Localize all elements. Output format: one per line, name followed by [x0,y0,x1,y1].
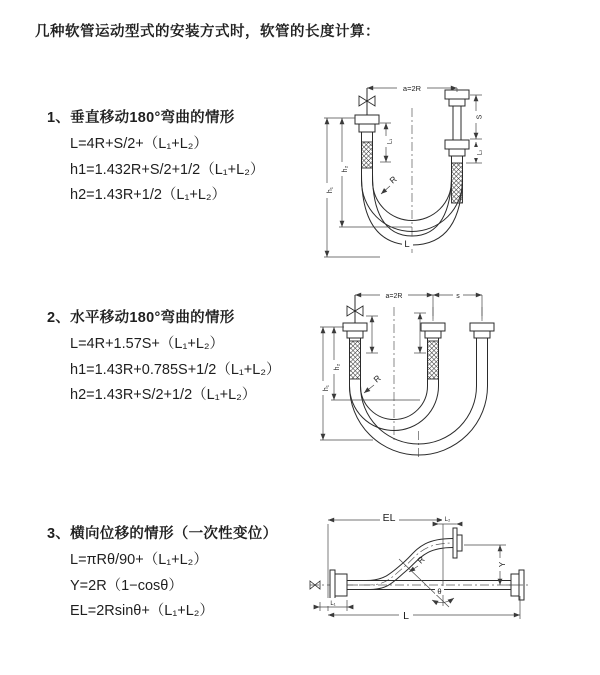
dim-label-h1: h₁ [323,384,330,392]
dim-label-l1: L₁ [330,601,336,607]
dim-label-s: s [456,293,460,300]
section-1-formulas [47,132,264,209]
formula: L=4R+S/2+（L₁+L₂） [70,136,208,152]
radius-label: R [371,372,383,385]
page-title: 几种软管运动型式的安装方式时，软管的长度计算： [35,24,380,40]
dimension-l1 [314,598,353,611]
dim-label-h2: h₂ [334,363,341,371]
diagram-lateral-displacement [296,496,596,646]
section-1-heading: 1、垂直移动180°弯曲的情形 [47,110,235,126]
dim-label-l: L [403,610,409,622]
hose-displaced-position [347,539,453,590]
dimension-h2 [338,118,413,227]
dim-label-l2: L₂ [444,517,451,523]
dim-label-y: Y [498,561,507,568]
dimension-l [328,596,520,622]
diagram-vertical-180-bend [310,66,590,262]
angle-label: θ [437,587,442,596]
section-horizontal-180 [47,306,280,409]
dimension-h2 [330,327,421,400]
formula: L=πRθ/90+（L₁+L₂） [70,552,208,568]
dimension-l2 [433,514,462,524]
section-3-heading: 3、横向位移的情形（一次性变位） [47,526,278,542]
formula: h2=1.43R+1/2（L₁+L₂） [70,187,227,203]
dim-label-h2: h₂ [342,165,349,173]
dimension-s [433,290,482,300]
dim-label-l2: L₂ [477,149,484,156]
radius-callout [409,554,427,572]
length-label-group [402,237,413,250]
radius-callout [364,373,383,393]
dimension-fitting-middle [414,313,426,353]
section-3-formulas [47,548,277,625]
section-vertical-180 [47,106,264,209]
section-lateral-displacement [47,522,277,625]
length-label: L [404,239,410,250]
angle-construction [399,559,454,607]
dimension-h1 [319,327,374,440]
dimension-s [470,95,484,139]
dim-label-h1: h₁ [327,186,334,194]
radius-callout [381,174,399,194]
valve-icon [359,88,375,115]
formula: h1=1.432R+S/2+1/2（L₁+L₂） [70,161,265,178]
formula: h2=1.43R+S/2+1/2（L₁+L₂） [70,387,257,403]
diagram-horizontal-180-bend [308,283,593,458]
radius-label: R [415,554,427,566]
dim-label-a2r: a=2R [402,84,422,93]
formula: EL=2Rsinθ+（L₁+L₂） [70,603,214,619]
dimension-fitting-left [366,316,378,353]
radius-label: R [387,173,399,186]
flange-fittings [343,323,494,338]
valve-icon [347,295,363,323]
dim-label-el: EL [382,512,396,524]
formula: h1=1.43R+0.785S+1/2（L₁+L₂） [70,361,281,378]
formula: L=4R+1.57S+（L₁+L₂） [70,336,225,352]
section-2-formulas [47,332,280,409]
dim-label-a2r: a=2R [385,293,403,300]
dimension-l1 [380,123,394,162]
section-2-heading: 2、水平移动180°弯曲的情形 [47,310,235,326]
dim-label-l1: L₁ [387,138,394,145]
dimension-h1 [323,118,381,257]
dim-label-s: S [476,114,484,120]
dimension-a2r [367,83,457,93]
formula: Y=2R（1−cosθ） [70,577,183,594]
